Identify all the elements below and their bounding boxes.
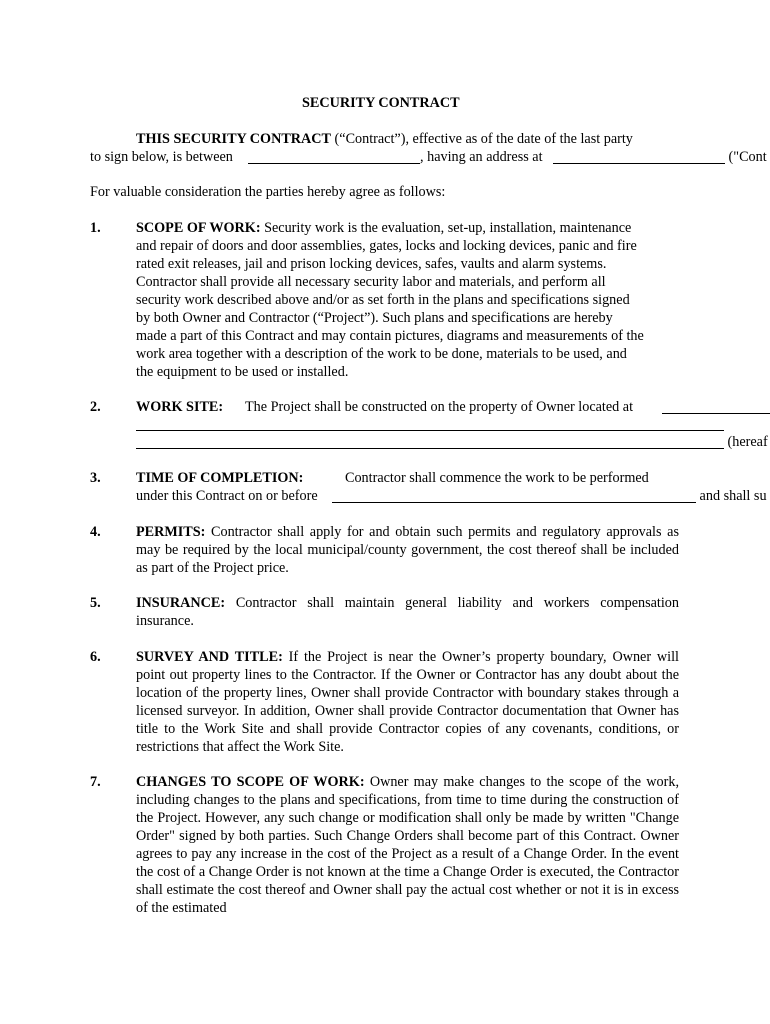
section-1-line-1: SCOPE OF WORK: Security work is the evaluation, set-up, installation, maintenance — [136, 220, 632, 236]
blank-work-site-1[interactable] — [662, 413, 770, 414]
section-1-line-2: and repair of doors and door assemblies, gates, locks and locking devices, panic and fire — [136, 238, 637, 254]
intro-rest: (“Contract”), effective as of the date of the last party — [331, 131, 633, 147]
section-2-tail: (hereaf — [724, 434, 768, 450]
section-7-number: 7. — [90, 774, 101, 790]
section-3-line-2-a: under this Contract on or before — [136, 488, 322, 504]
section-1-line-6: by both Owner and Contractor (“Project”). Such plans and specifications are hereby — [136, 310, 613, 326]
section-1-line-5: security work described above and/or as set forth in the plans and specifications signed — [136, 292, 630, 308]
section-5-heading: INSURANCE: — [136, 595, 226, 611]
section-3-text: Contractor shall commence the work to be performed — [345, 470, 649, 486]
section-2-heading: WORK SITE: — [136, 399, 224, 415]
blank-work-site-2[interactable] — [136, 430, 724, 431]
section-6-heading: SURVEY AND TITLE: — [136, 649, 283, 665]
intro-line-2-c: ("Cont — [725, 149, 767, 165]
section-4-heading: PERMITS: — [136, 524, 206, 540]
intro-lead: THIS SECURITY CONTRACT — [136, 131, 331, 147]
section-3-line-2-b: and shall su — [696, 488, 767, 504]
section-1-line-9: the equipment to be used or installed. — [136, 364, 349, 380]
intro-line-2-a: to sign below, is between — [90, 149, 237, 165]
section-4-number: 4. — [90, 524, 101, 540]
section-5-body: INSURANCE: Contractor shall maintain general liability and workers compensation insurance. — [136, 595, 679, 629]
blank-commence-date[interactable] — [332, 502, 696, 503]
intro-line-2-b: , having an address at — [420, 149, 547, 165]
section-4-body: PERMITS: Contractor shall apply for and obtain such permits and regulatory approvals as may be required by the local municipal/county government, the cost thereof shall be included as part of the Project price. — [136, 524, 679, 576]
section-2-number: 2. — [90, 399, 101, 415]
section-1-line-3: rated exit releases, jail and prison locking devices, safes, vaults and alarm systems. — [136, 256, 607, 272]
intro-line-1 — [136, 130, 633, 148]
section-6-body: SURVEY AND TITLE: If the Project is near the Owner’s property boundary, Owner will point out property lines to the Contractor. If the Owner or Contractor has any doubt about the location of the property lines, Owner shall provide Contractor with boundary stakes through a licensed surveyor. In addition, Owner shall provide Contractor documentation that Owner has title to the Work Site and shall provide Contractor copies of any covenants, conditions, or restrictions that affect the Work Site. — [136, 649, 679, 755]
section-1-number: 1. — [90, 220, 101, 236]
section-1-line-8: work area together with a description of the work to be done, materials to be used, and — [136, 346, 627, 362]
section-3-heading: TIME OF COMPLETION: — [136, 470, 304, 486]
section-7-heading: CHANGES TO SCOPE OF WORK: — [136, 774, 365, 790]
section-1-line-7: made a part of this Contract and may contain pictures, diagrams and measurements of the — [136, 328, 644, 344]
blank-work-site-3[interactable] — [136, 448, 724, 449]
blank-party-name[interactable] — [248, 163, 420, 164]
consideration-text: For valuable consideration the parties hereby agree as follows: — [90, 184, 446, 200]
page-title: SECURITY CONTRACT — [302, 95, 460, 111]
section-2-text: The Project shall be constructed on the property of Owner located at — [245, 399, 634, 415]
section-3-number: 3. — [90, 470, 101, 486]
section-1-line-4: Contractor shall provide all necessary security labor and materials, and perform all — [136, 274, 606, 290]
section-6-number: 6. — [90, 649, 101, 665]
section-7-body: CHANGES TO SCOPE OF WORK: Owner may make changes to the scope of the work, including changes to the plans and specifications, from time to time during the construction of the Project. However, any such change or modification shall only be made by written "Change Order" signed by both parties. Such Change Orders shall become part of this Contract. Owner agrees to pay any increase in the cost of the Project as a result of a Change Order. In the event the cost of a Change Order is not known at the time a Change Order is executed, the Contractor shall estimate the cost thereof and Owner shall pay the actual cost whether or not it is in excess of the estimated — [136, 774, 679, 916]
section-1-heading: SCOPE OF WORK: — [136, 220, 261, 236]
section-5-number: 5. — [90, 595, 101, 611]
blank-party-address[interactable] — [553, 163, 725, 164]
